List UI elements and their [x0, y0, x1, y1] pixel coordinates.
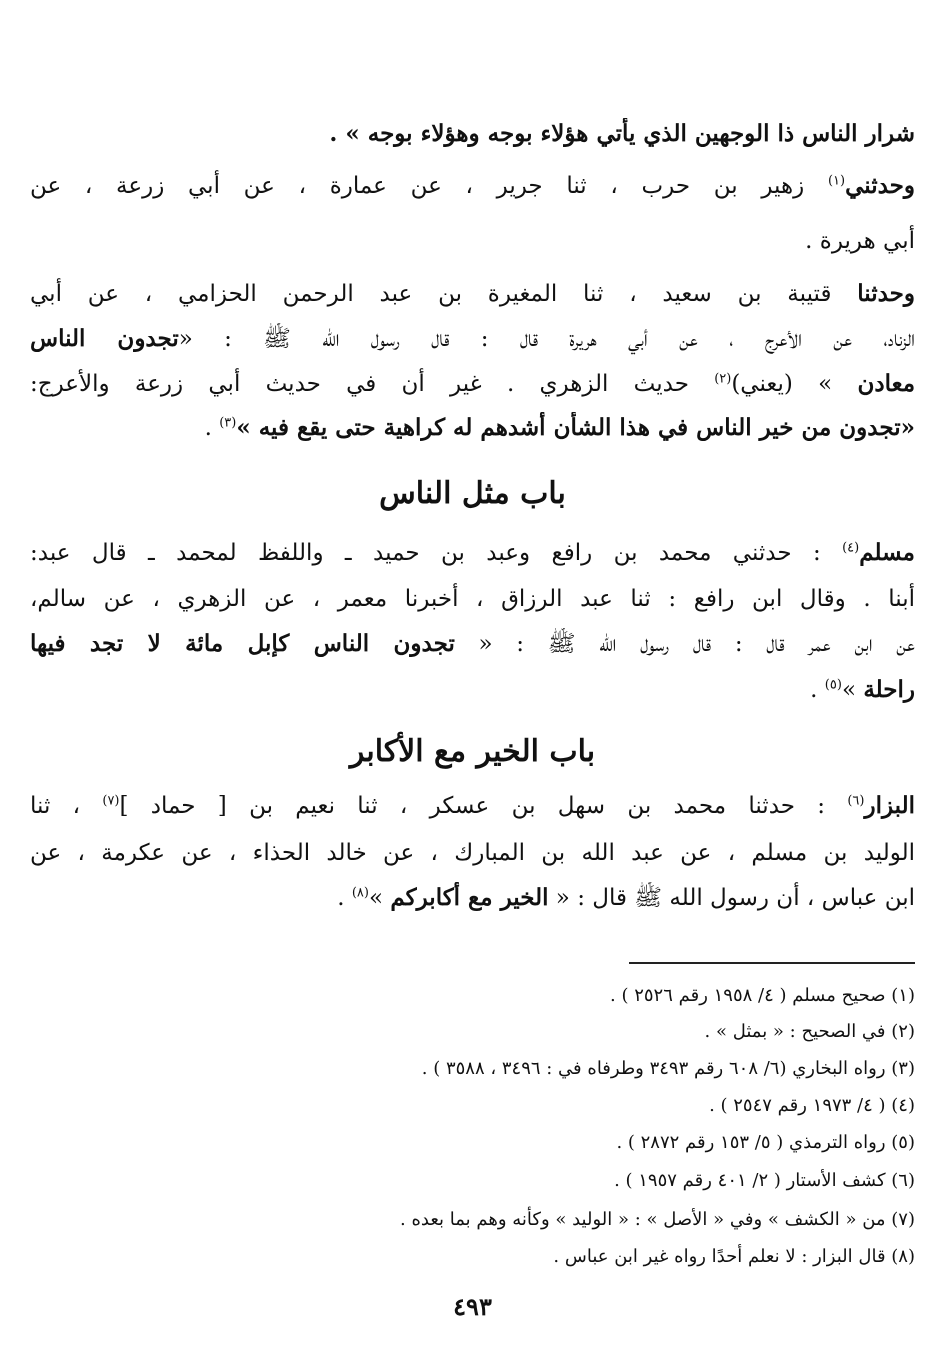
footnote-6: (٦) كشف الأستار ( ٢/ ٤٠١ رقم ١٩٥٧ ) . — [614, 1170, 915, 1191]
page-number: ٤٩٣ — [453, 1292, 492, 1321]
footnote-7: (٧) من « الكشف » وفي « الأصل » : « الوليد » وكأنه وهم بما بعده . — [400, 1209, 915, 1230]
text-line-9: أبنا . وقال ابن رافع : ثنا عبد الرزاق ، أخبرنا معمر ، عن الزهري ، عن سالم، — [30, 586, 915, 612]
text-line-4 — [30, 278, 915, 310]
footnote-divider — [629, 962, 915, 964]
text-span: . — [810, 677, 825, 703]
text-line-2 — [30, 170, 915, 202]
footnote-1: (١) صحيح مسلم ( ٤/ ١٩٥٨ رقم ٢٥٢٦ ) . — [610, 985, 915, 1006]
text-span: » — [841, 677, 864, 703]
hadith-text: معادن — [857, 370, 915, 397]
text-span: » — [368, 885, 391, 911]
footnote-5: (٥) رواه الترمذي ( ٥/ ١٥٣ رقم ٢٨٧٢ ) . — [616, 1132, 915, 1153]
footnote-ref-3: (٣) — [219, 415, 237, 431]
footnote-8: (٨) قال البزار : لا نعلم أحدًا رواه غير ابن عباس . — [553, 1246, 915, 1267]
footnote-ref-8: (٨) — [351, 885, 369, 901]
text-span: قتيبة بن سعيد ، ثنا المغيرة بن عبد الرحمن الحزامي ، عن أبي — [30, 281, 858, 307]
text-line-14 — [30, 882, 915, 914]
hadith-text: راحلة — [863, 676, 915, 703]
hadith-text: تجدون الناس كإبل مائة لا تجد فيها — [30, 630, 455, 657]
section-heading-1: باب مثل الناس — [379, 476, 566, 511]
narrator-word: وحدثنا — [857, 280, 915, 307]
footnote-ref-5: (٥) — [824, 677, 842, 693]
text-line-12 — [30, 790, 915, 822]
text-line-5 — [30, 323, 915, 355]
text-line-13: الوليد بن مسلم ، عن عبد الله بن المبارك ، عن خالد الحذاء ، عن عكرمة ، عن — [30, 840, 915, 866]
text-line-1: شرار الناس ذا الوجهين الذي يأتي هؤلاء بوجه وهؤلاء بوجه » . — [329, 120, 915, 147]
footnote-2: (٢) في الصحيح : « بمثل » . — [704, 1021, 915, 1042]
text-span: الزناد، عن الأعرج ، عن أبي هريرة قال : قال رسول الله ﷺ : « — [178, 326, 915, 352]
footnote-ref-2: (٢) — [714, 371, 732, 387]
text-span: . — [204, 415, 220, 441]
text-line-8 — [30, 537, 915, 569]
text-line-10 — [30, 628, 915, 660]
hadith-text: تجدون الناس — [30, 325, 179, 352]
hadith-text: الخير مع أكابركم — [390, 884, 549, 911]
text-line-7 — [30, 412, 915, 444]
narrator-word: البزار — [864, 792, 915, 819]
footnote-ref-6: (٦) — [847, 793, 865, 809]
text-span: . — [337, 885, 352, 911]
footnote-ref-4: (٤) — [842, 540, 860, 556]
text-span: : حدثنا محمد بن سهل بن عسكر ، ثنا نعيم بن [ حماد ] — [119, 793, 848, 819]
narrator-word: مسلم — [859, 539, 915, 566]
text-span: ابن عباس ، أن رسول الله ﷺ قال : « — [548, 885, 915, 911]
text-span: : حدثني محمد بن رافع وعبد بن حميد ـ واللفظ لمحمد ـ قال عبد: — [30, 540, 843, 566]
text-line-3: أبي هريرة . — [805, 228, 915, 254]
hadith-text: «تجدون من خير الناس في هذا الشأن أشدهم له كراهية حتى يقع فيه » — [236, 414, 915, 441]
section-heading-2: باب الخير مع الأكابر — [349, 734, 596, 769]
text-line-11 — [30, 674, 915, 706]
text-span: » (يعني) — [731, 371, 858, 397]
footnote-ref-1: (١) — [827, 173, 846, 189]
narrator-word: وحدثني — [845, 172, 915, 199]
text-span: عن ابن عمر قال : قال رسول الله ﷺ : « — [454, 631, 915, 657]
footnote-4: (٤) ( ٤/ ١٩٧٣ رقم ٢٥٤٧ ) . — [709, 1095, 915, 1116]
text-line-6 — [30, 368, 915, 400]
text-span: زهير بن حرب ، ثنا جرير ، عن عمارة ، عن أبي زرعة ، عن — [30, 173, 828, 199]
footnote-ref-7: (٧) — [102, 793, 120, 809]
footnote-3: (٣) رواه البخاري (٦/ ٦٠٨ رقم ٣٤٩٣ وطرفاه في : ٣٤٩٦ ، ٣٥٨٨ ) . — [421, 1058, 915, 1079]
text-span: ، ثنا — [30, 793, 103, 819]
text-span: حديث الزهري . غير أن في حديث أبي زرعة والأعرج: — [30, 371, 715, 397]
